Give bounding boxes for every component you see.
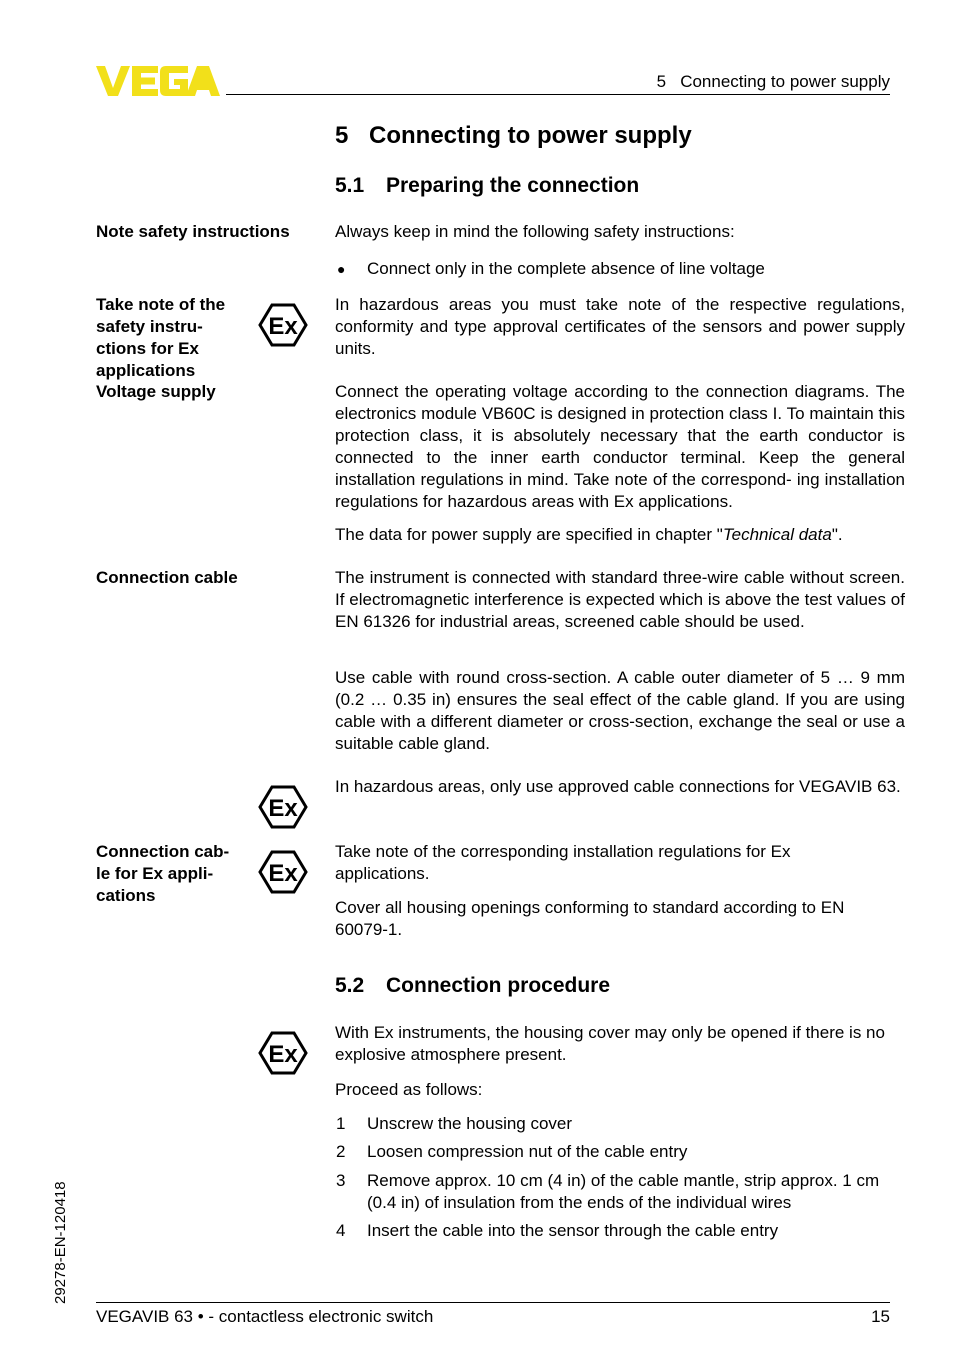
brand-text: VEGA [96, 64, 99, 65]
step-number: 3 [336, 1171, 346, 1190]
proceed-text: Proceed as follows: [335, 1080, 483, 1099]
step-number: 2 [336, 1142, 346, 1161]
cable-round-section-text: Use cable with round cross-section. A cable outer diameter of 5 … 9 mm (0.2 … 0.35 in) ensures the seal effect of the cable gland. If you are using cable with a different diameter or cross-section, exchange the seal or use a suitable cable gland. [335, 668, 905, 753]
bullet-icon: ● [337, 261, 346, 277]
ex-installation-text: Take note of the corresponding installation regulations for Ex applications. [335, 842, 791, 883]
ex-approved-cable-text: In hazardous areas, only use approved cable connections for VEGAVIB 63. [335, 777, 901, 796]
footer-rule [96, 1302, 890, 1303]
step-text: Unscrew the housing cover [367, 1114, 573, 1133]
document-code: 29278-EN-120418 [52, 1181, 69, 1304]
step-number: 1 [336, 1114, 346, 1133]
ex-warning-icon [258, 303, 308, 347]
vega-logo-mark [96, 64, 220, 98]
tech-data-suffix: ". [831, 525, 843, 544]
ex-symbol-text: Ex [268, 795, 298, 822]
technical-data-reference [335, 524, 905, 546]
step-text: Insert the cable into the sensor through the cable entry [367, 1221, 779, 1240]
section-heading-5-1 [335, 173, 639, 199]
side-label-note-safety: Note safety instructions [96, 222, 290, 241]
vega-logo [96, 64, 220, 98]
running-header: 5 Connecting to power supply [656, 72, 890, 91]
side-label-connection-cable-ex: Connection cab- le for Ex appli- cations [96, 842, 230, 905]
step-text: Remove approx. 10 cm (4 in) of the cable mantle, strip approx. 1 cm (0.4 in) of insulation from the ends of the individual wires [367, 1171, 880, 1212]
ex-symbol-text: Ex [268, 313, 298, 340]
step-number: 4 [336, 1221, 346, 1240]
section-number: 5.1 [335, 174, 365, 197]
hazardous-regulations: In hazardous areas you must take note of the respective regulations, conformity and type approval certificates of the sensors and power supply units. [335, 295, 905, 358]
footer-product: VEGAVIB 63 • - contactless electronic switch [96, 1307, 434, 1326]
chapter-heading [335, 121, 692, 151]
tech-data-prefix: The data for power supply are specified in chapter " [335, 525, 723, 544]
ex-warning-icon [258, 1031, 308, 1075]
cover-openings-text: Cover all housing openings conforming to standard according to EN 60079-1. [335, 898, 845, 939]
section-title: Preparing the connection [386, 174, 640, 197]
ex-cover-open-text: With Ex instruments, the housing cover may only be opened if there is no explosive atmosphere present. [335, 1023, 885, 1064]
ex-symbol-text: Ex [268, 1041, 298, 1068]
side-label-connection-cable: Connection cable [96, 568, 238, 587]
voltage-supply-text: Connect the operating voltage according to the connection diagrams. The electronics module VB60C is designed in protection class I. To maintain this protection class, it is absolutely necessary that the earth conductor is connected to the inner earth conductor terminal. Keep the general installation regulations in mind. Take note of the correspond- ing installation regulations for hazardous areas with Ex applications. [335, 382, 905, 511]
connection-cable-text: The instrument is connected with standard three-wire cable without screen. If electromagnetic interference is expected which is above the test values of EN 61326 for industrial areas, screened cable should be used. [335, 568, 905, 631]
chapter-title: Connecting to power supply [369, 122, 692, 149]
page-number: 15 [871, 1307, 890, 1326]
side-label-take-note-ex: Take note of the safety instru- ctions for Ex applications [96, 295, 226, 380]
tech-data-chapter-link: Technical data [722, 525, 832, 544]
ex-warning-icon [258, 850, 308, 894]
header-rule [226, 94, 890, 95]
chapter-number: 5 [335, 122, 349, 149]
safety-bullet: Connect only in the complete absence of line voltage [367, 259, 765, 278]
step-text: Loosen compression nut of the cable entry [367, 1142, 688, 1161]
ex-symbol-text: Ex [268, 860, 298, 887]
section-number: 5.2 [335, 974, 365, 997]
section-title: Connection procedure [386, 974, 611, 997]
side-label-voltage-supply: Voltage supply [96, 382, 216, 401]
section-heading-5-2 [335, 973, 610, 999]
ex-warning-icon [258, 785, 308, 829]
safety-intro: Always keep in mind the following safety instructions: [335, 222, 735, 241]
